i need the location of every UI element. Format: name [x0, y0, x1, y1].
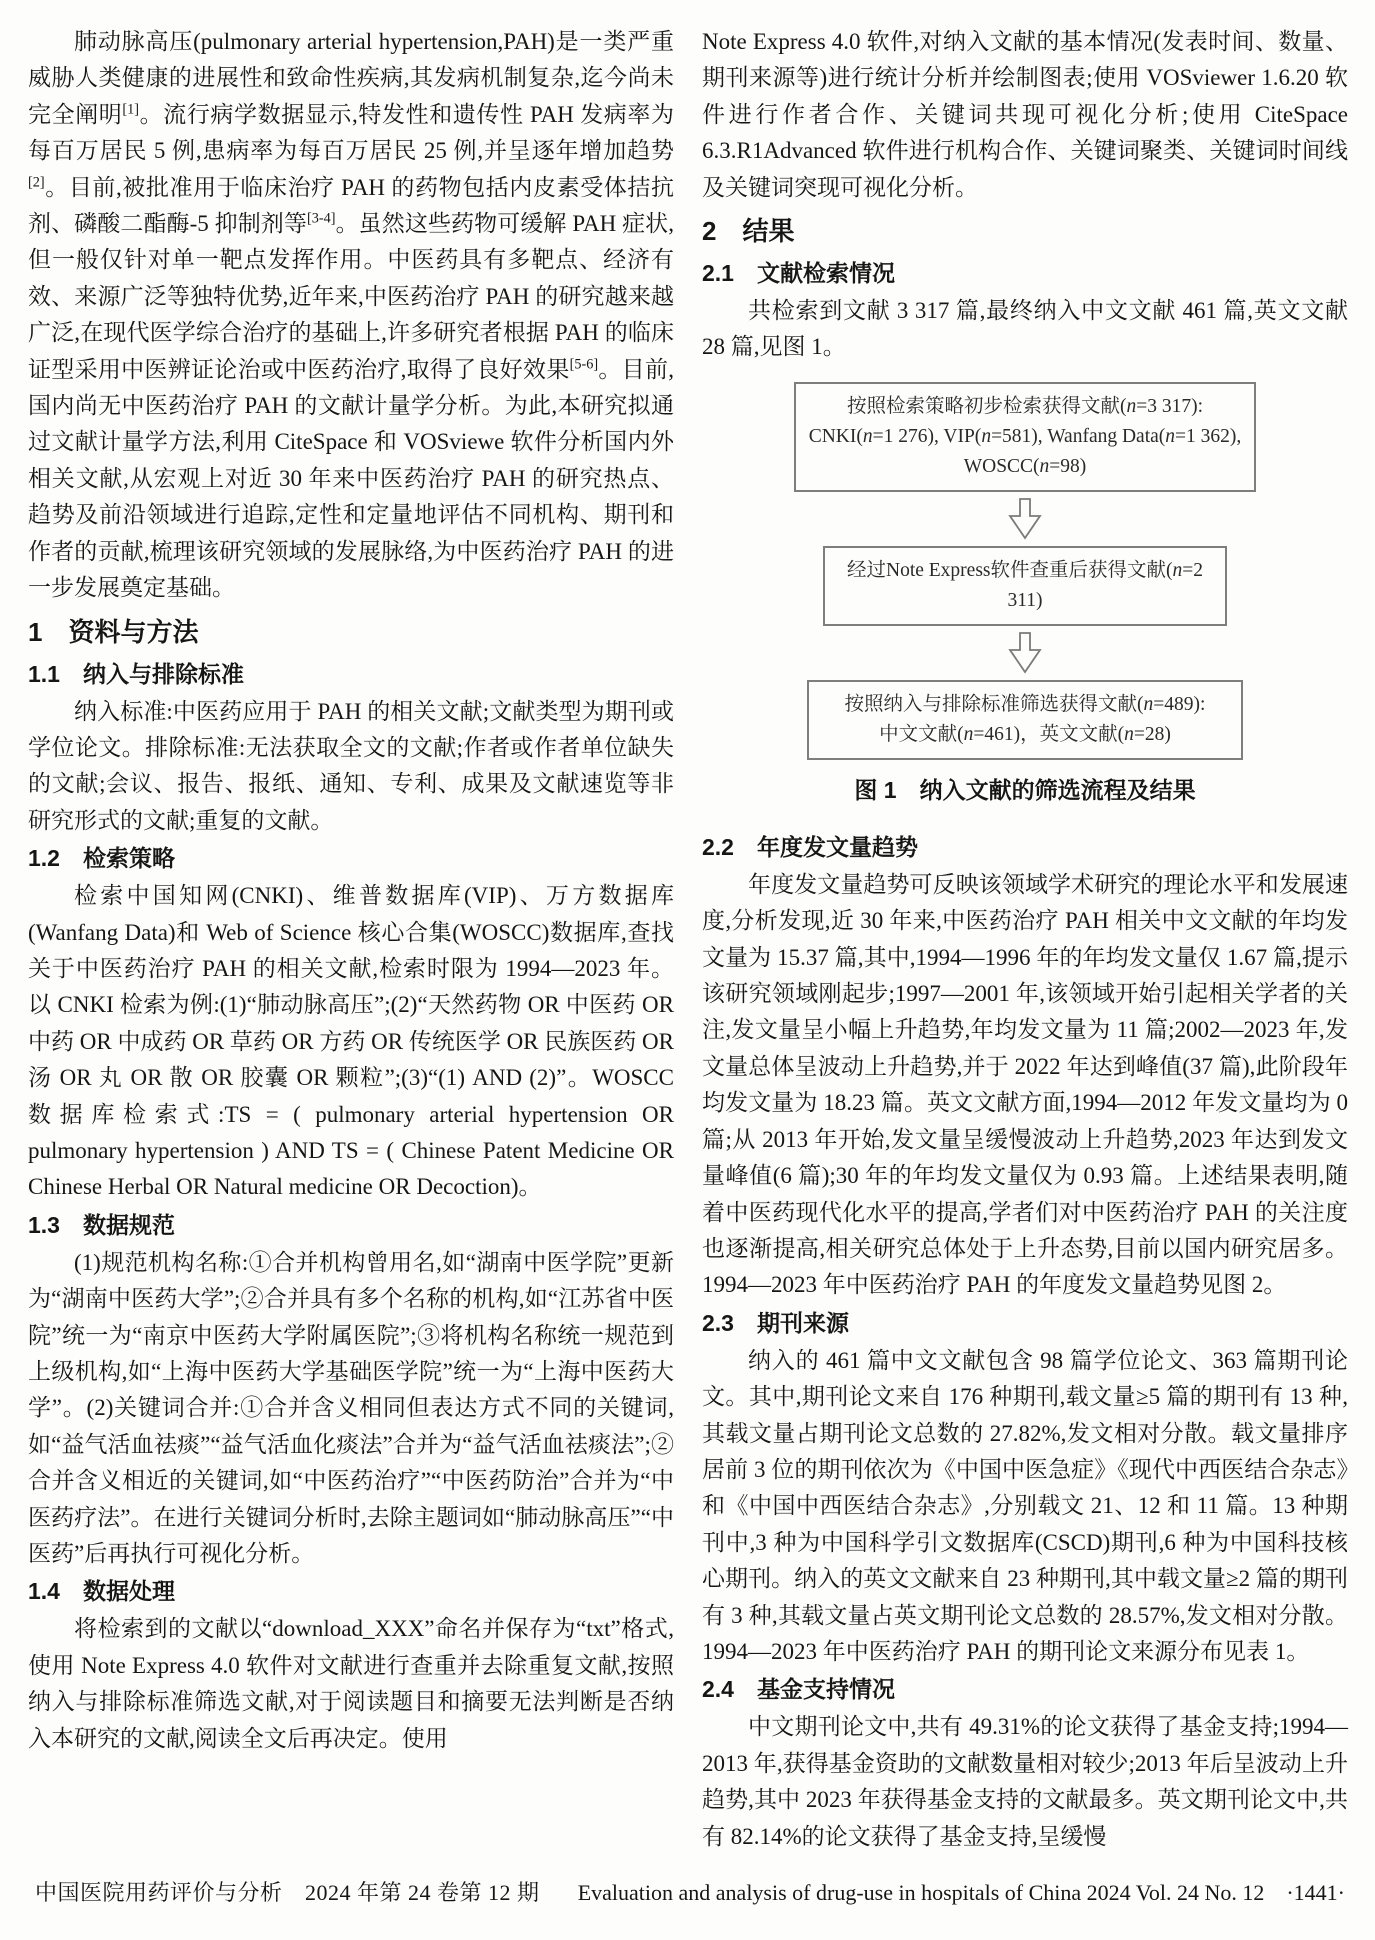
- section-1-3-paragraph: (1)规范机构名称:①合并机构曾用名,如“湖南中医学院”更新为“湖南中医药大学”;②合并具有多个名称的机构,如“江苏省中医院”统一为“南京中医药大学附属医院”;③将机构名称统一规范到上级机构,如“上海中医药大学基础医学院”统一为“上海中医药大学”。(2)关键词合并:①合并含义相同但表达方式不同的关键词,如“益气活血祛痰”“益气活血化痰法”合并为“益气活血祛痰法”;②合并含义相近的关键词,如“中医药治疗”“中医药防治”合并为“中医药疗法”。在进行关键词分析时,去除主题词如“肺动脉高压”“中医药”后再执行可视化分析。: [28, 1249, 674, 1567]
- flow-box-screening-line1: 按照纳入与排除标准筛选获得文献(n=489):: [844, 693, 1206, 715]
- section-2-3-heading: 2.3 期刊来源: [702, 1309, 849, 1336]
- flow-box-dedupe: [823, 546, 1227, 626]
- down-arrow-icon: [1008, 498, 1042, 540]
- right-column: [702, 24, 1348, 1855]
- section-2-2-paragraph: 年度发文量趋势可反映该领域学术研究的理论水平和发展速度,分析发现,近 30 年来,中医药治疗 PAH 相关中文文献的年均发文量为 15.37 篇,其中,1994—1996 年的年均发文量仅 1.67 篇,提示该研究领域刚起步;1997—2001 年,该领域开始引起相关学者的关注,发文量呈小幅上升趋势,年均发文量为 11 篇;2002—2023 年,发文量总体呈波动上升趋势,并于 2022 年达到峰值(37 篇),此阶段年均发文量为 18.23 篇。英文文献方面,1994—2012 年发文量均为 0 篇;从 2013 年开始,发文量呈缓慢波动上升趋势,2023 年达到发文量峰值(6 篇);30 年的年均发文量仅为 0.93 篇。上述结果表明,随着中医药现代化水平的提高,学者们对中医药治疗 PAH 的关注度也逐渐提高,相关研究总体处于上升态势,目前以国内研究居多。1994—2023 年中医药治疗 PAH 的年度发文量趋势见图 2。: [702, 871, 1348, 1298]
- section-1-heading: 1 资料与方法: [28, 616, 199, 647]
- section-1-3-heading: 1.3 数据规范: [28, 1211, 175, 1238]
- section-1-4-paragraph: 将检索到的文献以“download_XXX”命名并保存为“txt”格式,使用 Note Express 4.0 软件对文献进行查重并去除重复文献,按照纳入与排除标准筛选文献,对于阅读题目和摘要无法判断是否纳入本研究的文献,阅读全文后再决定。使用: [28, 1616, 674, 1751]
- section-1-1-heading: 1.1 纳入与排除标准: [28, 660, 244, 687]
- section-2-1-paragraph: 共检索到文献 3 317 篇,最终纳入中文文献 461 篇,英文文献 28 篇,见图 1。: [702, 298, 1348, 360]
- left-column: [28, 24, 674, 1855]
- intro-paragraph: 肺动脉高压(pulmonary arterial hypertension,PAH)是一类严重威胁人类健康的进展性和致命性疾病,其发病机制复杂,迄今尚未完全阐明[1]。流行病学数据显示,特发性和遗传性 PAH 发病率为每百万居民 5 例,患病率为每百万居民 25 例,并呈逐年增加趋势[2]。目前,被批准用于临床治疗 PAH 的药物包括内皮素受体拮抗剂、磷酸二酯酶-5 抑制剂等[3-4]。虽然这些药物可缓解 PAH 症状,但一般仅针对单一靶点发挥作用。中医药具有多靶点、经济有效、来源广泛等独特优势,近年来,中医药治疗 PAH 的研究越来越广泛,在现代医学综合治疗的基础上,许多研究者根据 PAH 的临床证型采用中医辨证论治或中医药治疗,取得了良好效果[5-6]。目前,国内尚无中医药治疗 PAH 的文献计量学分析。为此,本研究拟通过文献计量学方法,利用 CiteSpace 和 VOSviewe 软件分析国内外相关文献,从宏观上对近 30 年来中医药治疗 PAH 的研究热点、趋势及前沿领域进行追踪,定性和定量地评估不同机构、期刊和作者的贡献,梳理该研究领域的发展脉络,为中医药治疗 PAH 的进一步发展奠定基础。: [28, 29, 675, 601]
- footer-journal-cn: 中国医院用药评价与分析 2024 年第 24 卷第 12 期: [35, 1880, 540, 1905]
- section-1-1-paragraph: 纳入标准:中医药应用于 PAH 的相关文献;文献类型为期刊或学位论文。排除标准:无法获取全文的文献;作者或作者单位缺失的文献;会议、报告、报纸、通知、专利、成果及文献速览等非研究形式的文献;重复的文献。: [28, 698, 674, 833]
- section-2-4-paragraph: 中文期刊论文中,共有 49.31%的论文获得了基金支持;1994—2013 年,获得基金资助的文献数量相对较少;2013 年后呈波动上升趋势,其中 2023 年获得基金支持的文献最多。英文期刊论文中,共有 82.14%的论文获得了基金支持,呈缓慢: [702, 1714, 1348, 1849]
- section-2-heading: 2 结果: [702, 216, 795, 247]
- section-2-4-heading: 2.4 基金支持情况: [702, 1676, 895, 1703]
- flow-box-screening: [807, 680, 1243, 760]
- flow-box-initial-search: [794, 382, 1256, 492]
- flow-box-screening-line2: 中文文献(n=461)，英文文献(n=28): [879, 723, 1171, 745]
- section-1-4-heading: 1.4 数据处理: [28, 1578, 175, 1605]
- section-2-1-heading: 2.1 文献检索情况: [702, 260, 895, 287]
- two-column-layout: [28, 24, 1348, 1855]
- flow-box-initial-search-line1: 按照检索策略初步检索获得文献(n=3 317):: [846, 395, 1204, 417]
- page-footer: [35, 1876, 1345, 1907]
- section-2-3-paragraph: 纳入的 461 篇中文文献包含 98 篇学位论文、363 篇期刊论文。其中,期刊论文来自 176 种期刊,载文量≥5 篇的期刊有 13 种,其载文量占期刊论文总数的 27.82%,发文相对分散。载文量排序居前 3 位的期刊依次为《中国中医急症》《现代中西医结合杂志》和《中国中西医结合杂志》,分别载文 21、12 和 11 篇。13 种期刊中,3 种为中国科学引文数据库(CSCD)期刊,6 种为中国科技核心期刊。纳入的英文文献来自 23 种期刊,其中载文量≥2 篇的期刊有 3 种,其载文量占英文期刊论文总数的 28.57%,发文相对分散。1994—2023 年中医药治疗 PAH 的期刊论文来源分布见表 1。: [702, 1347, 1348, 1664]
- footer-journal-en: Evaluation and analysis of drug-use in hospitals of China 2024 Vol. 24 No. 12 ·1441·: [577, 1880, 1345, 1905]
- continuation-paragraph: Note Express 4.0 软件,对纳入文献的基本情况(发表时间、数量、期刊来源等)进行统计分析并绘制图表;使用 VOSviewer 1.6.20 软件进行作者合作、关键词共现可视化分析;使用 CiteSpace 6.3.R1Advanced 软件进行机构合作、关键词聚类、关键词时间线及关键词突现可视化分析。: [702, 29, 1348, 200]
- figure1-caption: 图 1 纳入文献的筛选流程及结果: [854, 776, 1196, 803]
- figure1-flowchart: [702, 382, 1348, 760]
- section-1-2-heading: 1.2 检索策略: [28, 845, 175, 872]
- section-2-2-heading: 2.2 年度发文量趋势: [702, 833, 918, 860]
- flow-box-initial-search-line2: CNKI(n=1 276), VIP(n=581), Wanfang Data(n=1 362), WOSCC(n=98): [808, 425, 1242, 477]
- section-1-2-paragraph: 检索中国知网(CNKI)、维普数据库(VIP)、万方数据库(Wanfang Data)和 Web of Science 核心合集(WOSCC)数据库,查找关于中医药治疗 PAH 的相关文献,检索时限为 1994—2023 年。以 CNKI 检索为例:(1)“肺动脉高压”;(2)“天然药物 OR 中医药 OR 中药 OR 中成药 OR 草药 OR 方药 OR 传统医学 OR 民族医药 OR 汤 OR 丸 OR 散 OR 胶囊 OR 颗粒”;(3)“(1) AND (2)”。WOSCC 数据库检索式:TS = ( pulmonary arterial hypertension OR pulmonary hypertension ) AND TS = ( Chinese Patent Medicine OR Chinese Herbal OR Natural medicine OR Decoction)。: [28, 883, 674, 1200]
- flow-box-dedupe-line1: 经过Note Express软件查重后获得文献(n=2 311): [846, 559, 1203, 611]
- down-arrow-icon: [1008, 632, 1042, 674]
